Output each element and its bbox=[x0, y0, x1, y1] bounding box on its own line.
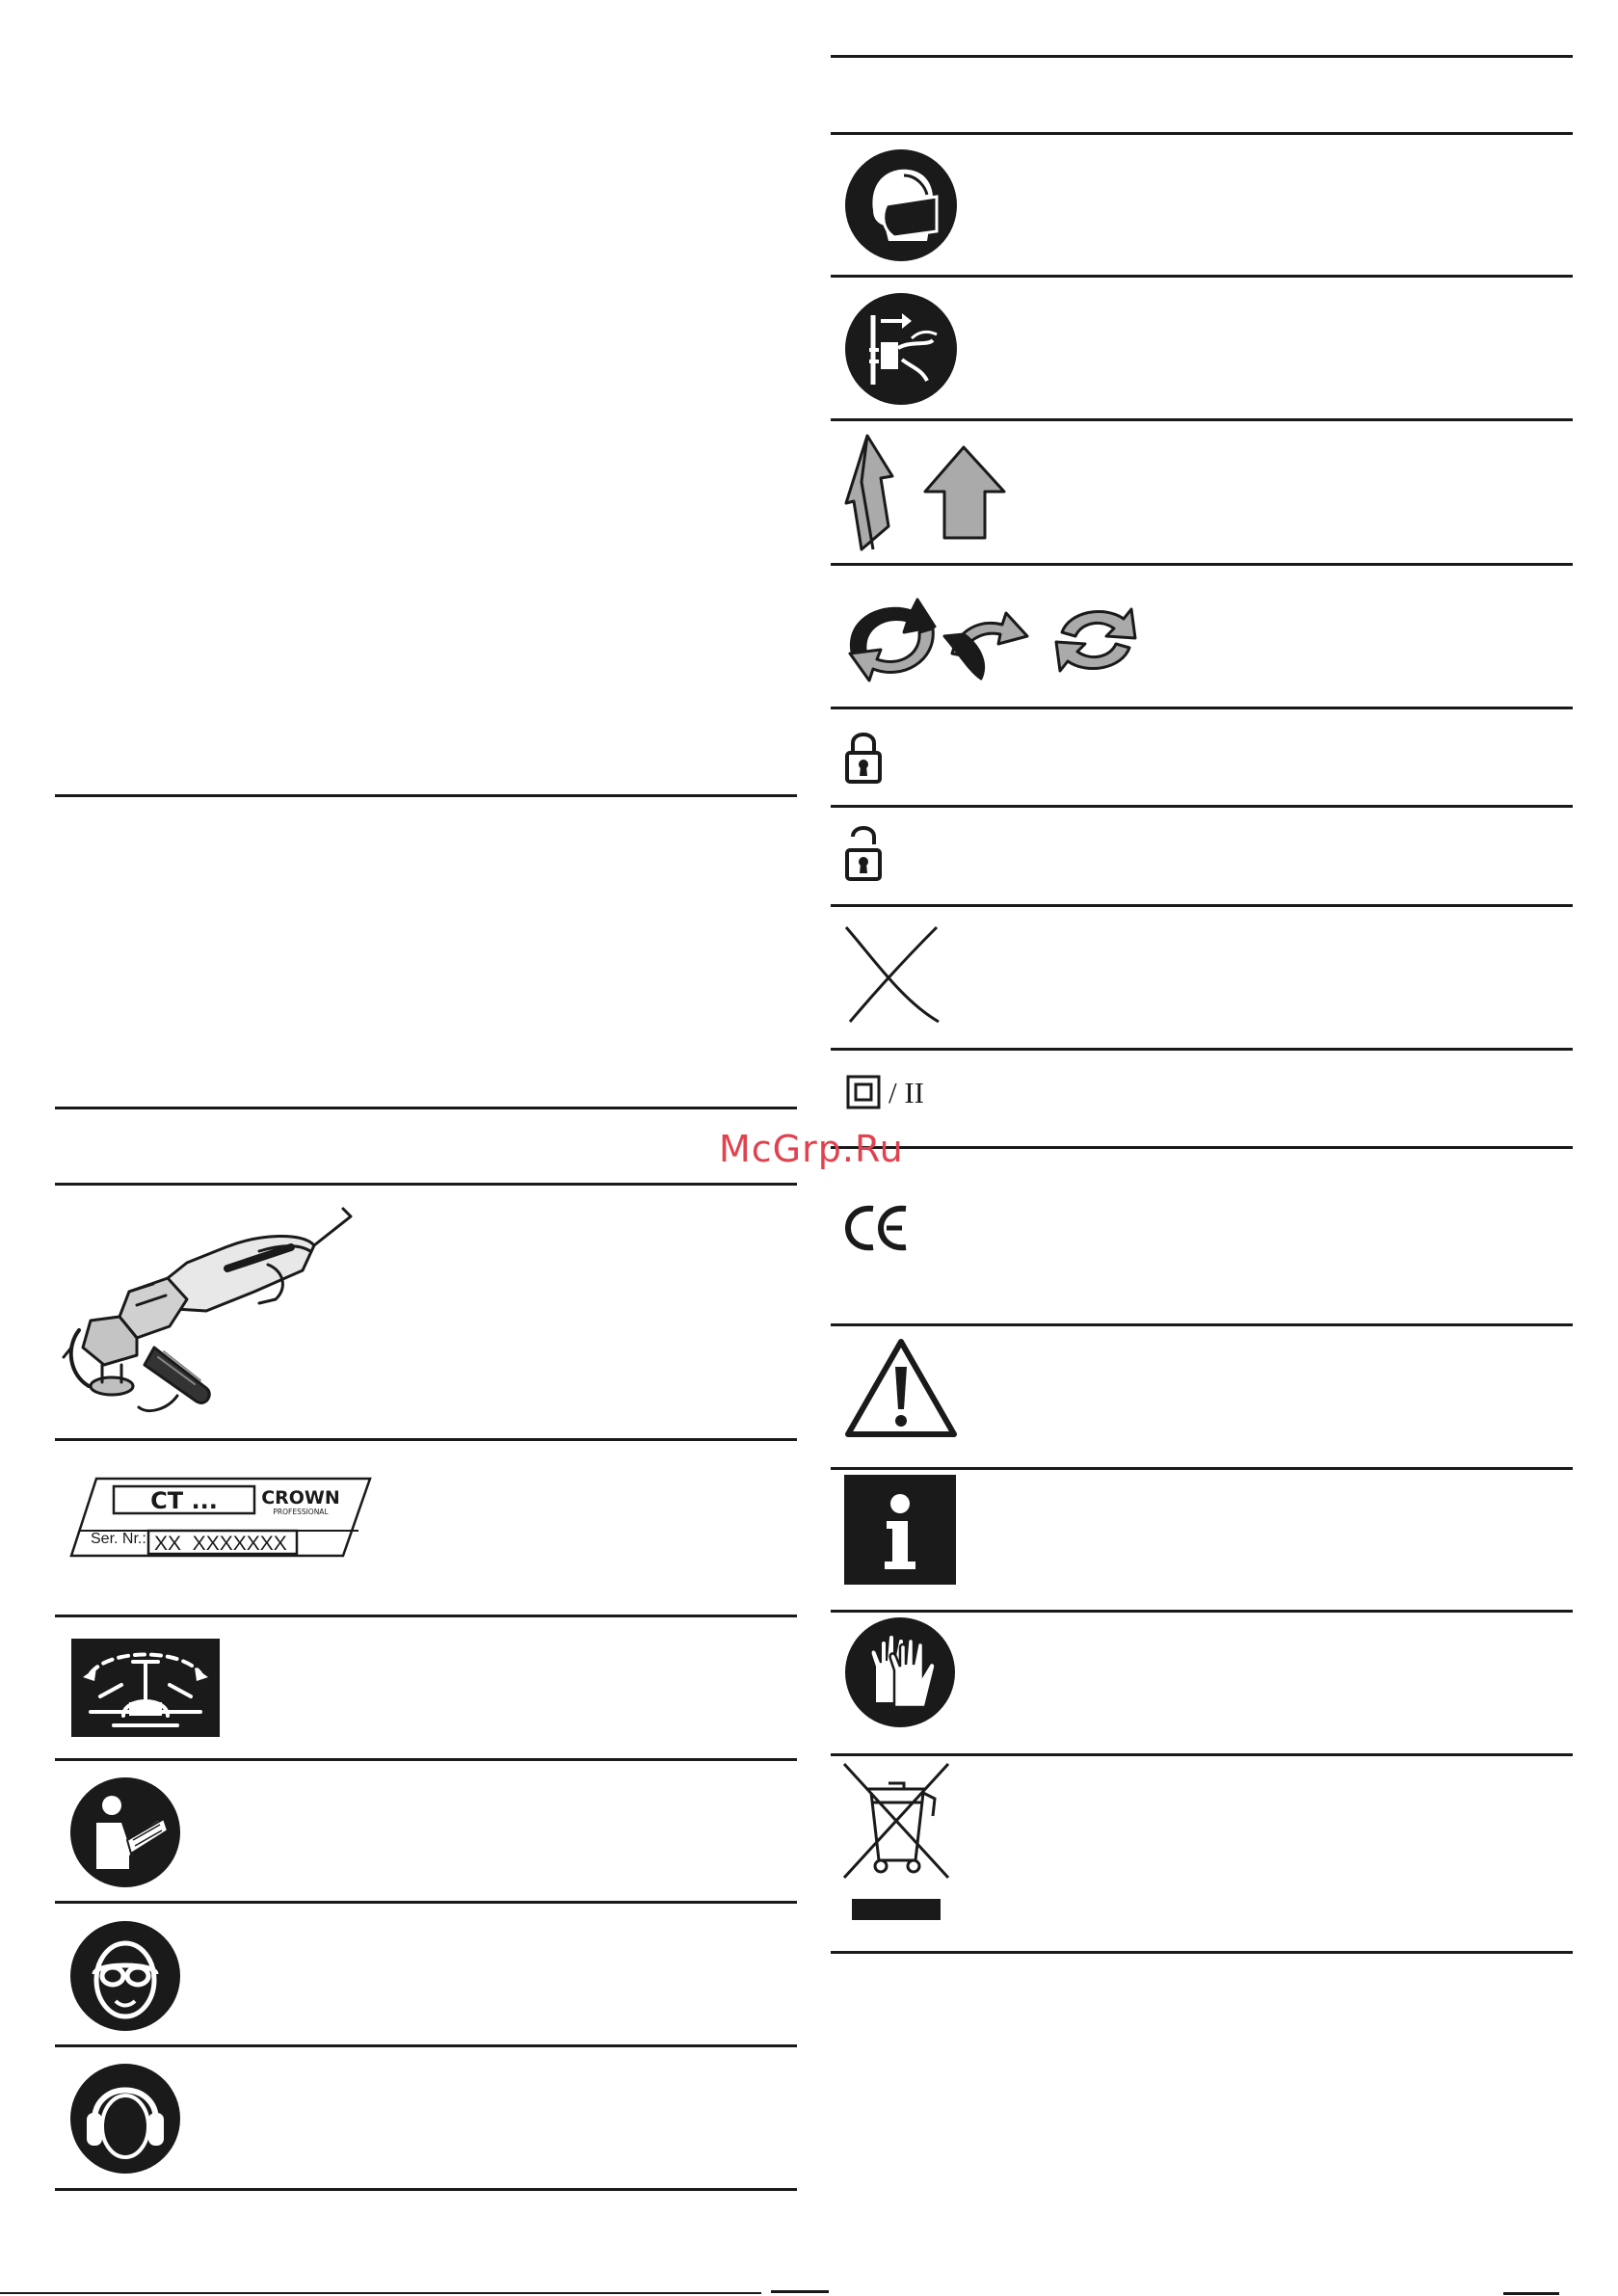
left-rule-5 bbox=[55, 1615, 797, 1617]
rating-plate-brand-sub: PROFESSIONAL bbox=[273, 1508, 329, 1516]
rotation-arrows-icon bbox=[844, 594, 1143, 684]
information-icon bbox=[844, 1475, 956, 1585]
left-rule-1 bbox=[55, 794, 797, 797]
direction-arrows-icon bbox=[844, 434, 1010, 551]
left-rule-8 bbox=[55, 2044, 797, 2047]
right-rule-10 bbox=[831, 1146, 1573, 1149]
page-bottom-marks bbox=[0, 2288, 1618, 2296]
eye-protection-icon bbox=[69, 1920, 181, 2032]
right-rule-5 bbox=[831, 563, 1573, 566]
angle-grinder-illustration bbox=[62, 1203, 360, 1420]
ear-protection-icon bbox=[69, 2063, 181, 2175]
left-rule-4 bbox=[55, 1438, 797, 1441]
right-rule-4 bbox=[831, 418, 1573, 421]
rating-plate-serial-label: Ser. Nr.: bbox=[91, 1531, 146, 1547]
ce-mark-icon bbox=[844, 1203, 910, 1253]
right-rule-12 bbox=[831, 1467, 1573, 1470]
right-rule-14 bbox=[831, 1753, 1573, 1756]
unplug-icon bbox=[844, 292, 958, 406]
watermark: McGrp.Ru bbox=[719, 1128, 904, 1170]
gloves-icon bbox=[844, 1616, 956, 1728]
left-rule-2 bbox=[55, 1107, 797, 1109]
rating-plate-brand: CROWN bbox=[261, 1487, 340, 1508]
left-rule-6 bbox=[55, 1758, 797, 1761]
right-rule-15 bbox=[831, 1951, 1573, 1954]
rating-plate-label bbox=[69, 1475, 374, 1562]
left-rule-9 bbox=[55, 2188, 797, 2191]
right-rule-8 bbox=[831, 904, 1573, 907]
warning-triangle-icon bbox=[844, 1338, 958, 1438]
left-rule-3 bbox=[55, 1183, 797, 1186]
right-rule-9 bbox=[831, 1048, 1573, 1051]
guard-adjust-icon bbox=[71, 1639, 220, 1737]
unlock-icon bbox=[844, 823, 883, 881]
left-rule-7 bbox=[55, 1901, 797, 1904]
right-rule-11 bbox=[831, 1323, 1573, 1326]
dust-mask-icon bbox=[844, 148, 958, 262]
rating-plate-model: CT ... bbox=[150, 1487, 218, 1514]
prohibited-cross-icon bbox=[844, 923, 941, 1024]
protection-class-ii-icon bbox=[846, 1075, 881, 1109]
right-rule-7 bbox=[831, 805, 1573, 808]
right-rule-13 bbox=[831, 1610, 1573, 1613]
protection-class-text: / II bbox=[889, 1076, 925, 1109]
lock-icon bbox=[844, 728, 883, 784]
right-rule-6 bbox=[831, 707, 1573, 709]
rating-plate-serial-value: XX XXXXXXX bbox=[154, 1533, 287, 1555]
right-rule-2 bbox=[831, 132, 1573, 135]
right-rule-1 bbox=[831, 55, 1573, 58]
weee-bin-icon bbox=[840, 1760, 952, 1922]
right-rule-3 bbox=[831, 275, 1573, 278]
read-manual-icon bbox=[69, 1776, 181, 1888]
